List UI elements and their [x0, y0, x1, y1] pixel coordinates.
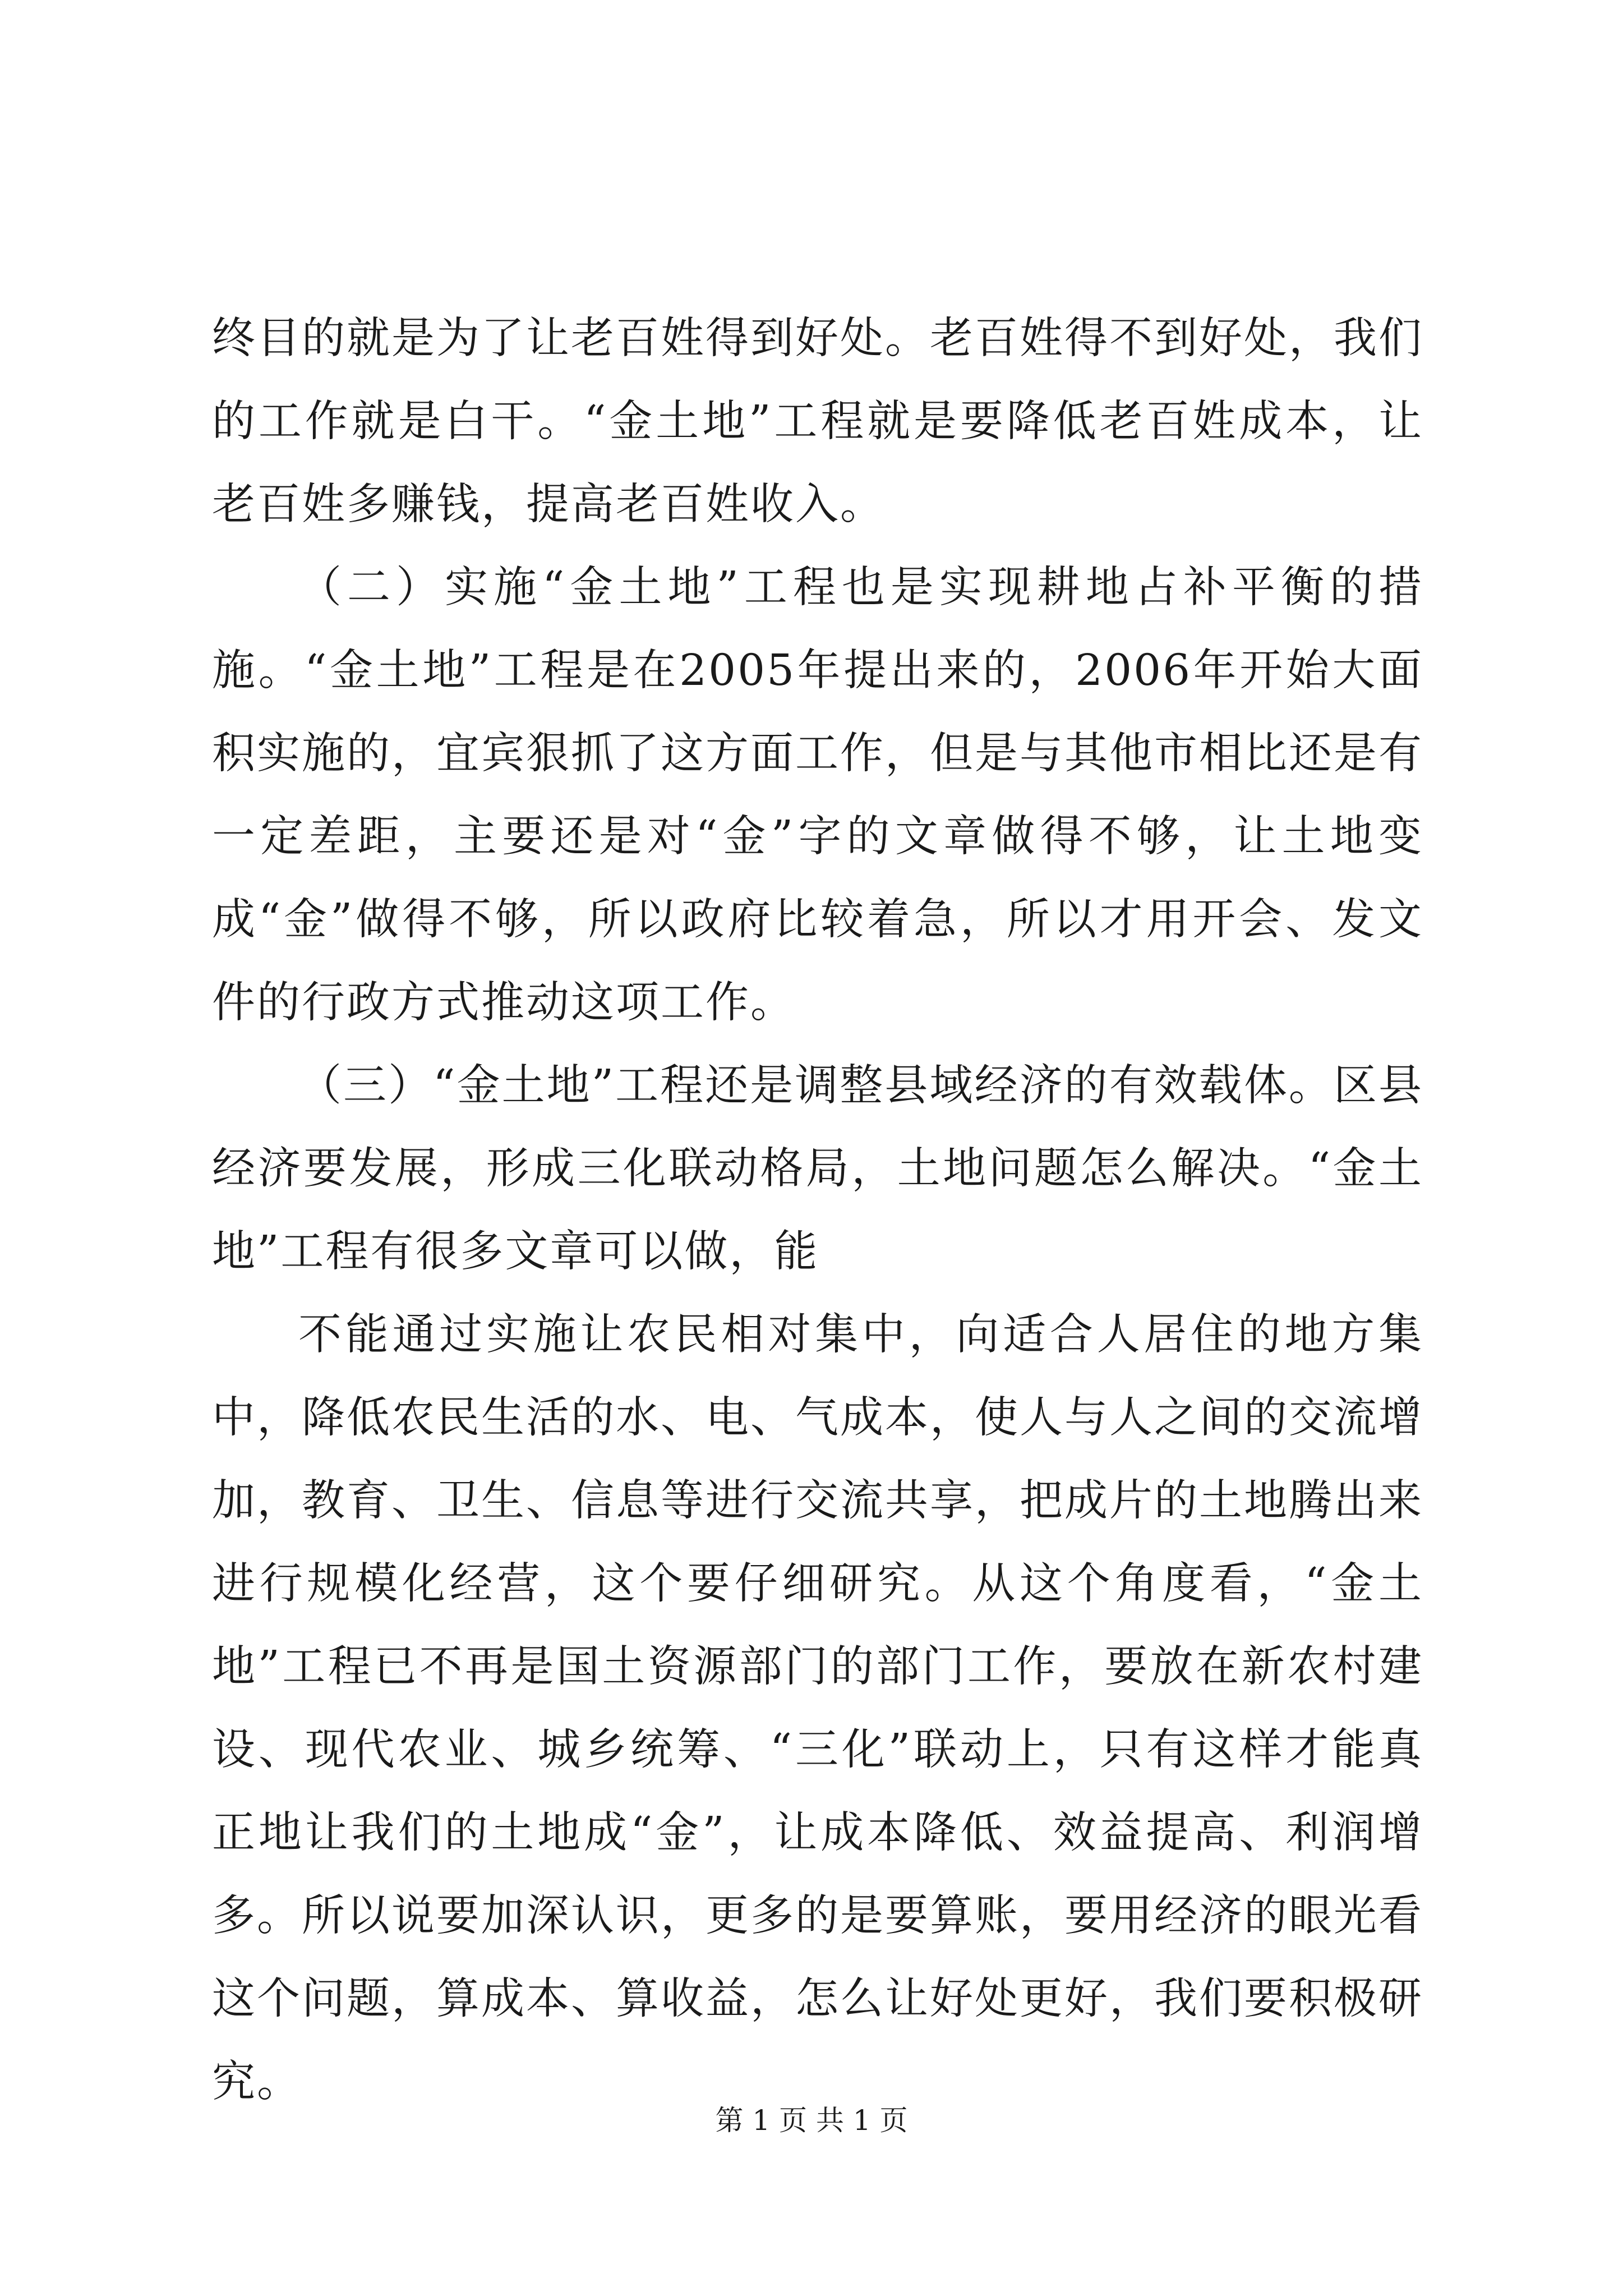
page-footer: 第 1 页 共 1 页 [715, 2104, 908, 2137]
paragraph-closing: 不能通过实施让农民相对集中，向适合人居住的地方集中，降低农民生活的水、电、气成本，使人与人之间的交流增加，教育、卫生、信息等进行交流共享，把成片的土地腾出来进行规模化经营，这个要仔细研究。从这个角度看，“金土地”工程已不再是国土资源部门的部门工作，要放在新农村建设、现代农业、城乡统筹、“三化”联动上，只有这样才能真正地让我们的土地成“金”，让成本降低、效益提高、利润增多。所以说要加深认识，更多的是要算账，要用经济的眼光看这个问题，算成本、算收益，怎么让好处更好，我们要积极研究。 [212, 1310, 1423, 2107]
paragraph-section-two: （二）实施“金土地”工程也是实现耕地占补平衡的措施。“金土地”工程是在2005年提出来的，2006年开始大面积实施的，宜宾狠抓了这方面工作，但是与其他市相比还是有一定差距，主要还是对“金”字的文章做得不够，让土地变成“金”做得不够，所以政府比较着急，所以才用开会、发文件的行政方式推动这项工作。 [212, 563, 1423, 1028]
paragraph-section-three: （三）“金土地”工程还是调整县域经济的有效载体。区县经济要发展，形成三化联动格局，土地问题怎么解决。“金土地”工程有很多文章可以做，能 [212, 1061, 1423, 1277]
document-body [212, 297, 1423, 2124]
paragraph-continued: 终目的就是为了让老百姓得到好处。老百姓得不到好处，我们的工作就是白干。“金土地”工程就是要降低老百姓成本，让老百姓多赚钱，提高老百姓收入。 [212, 314, 1423, 530]
